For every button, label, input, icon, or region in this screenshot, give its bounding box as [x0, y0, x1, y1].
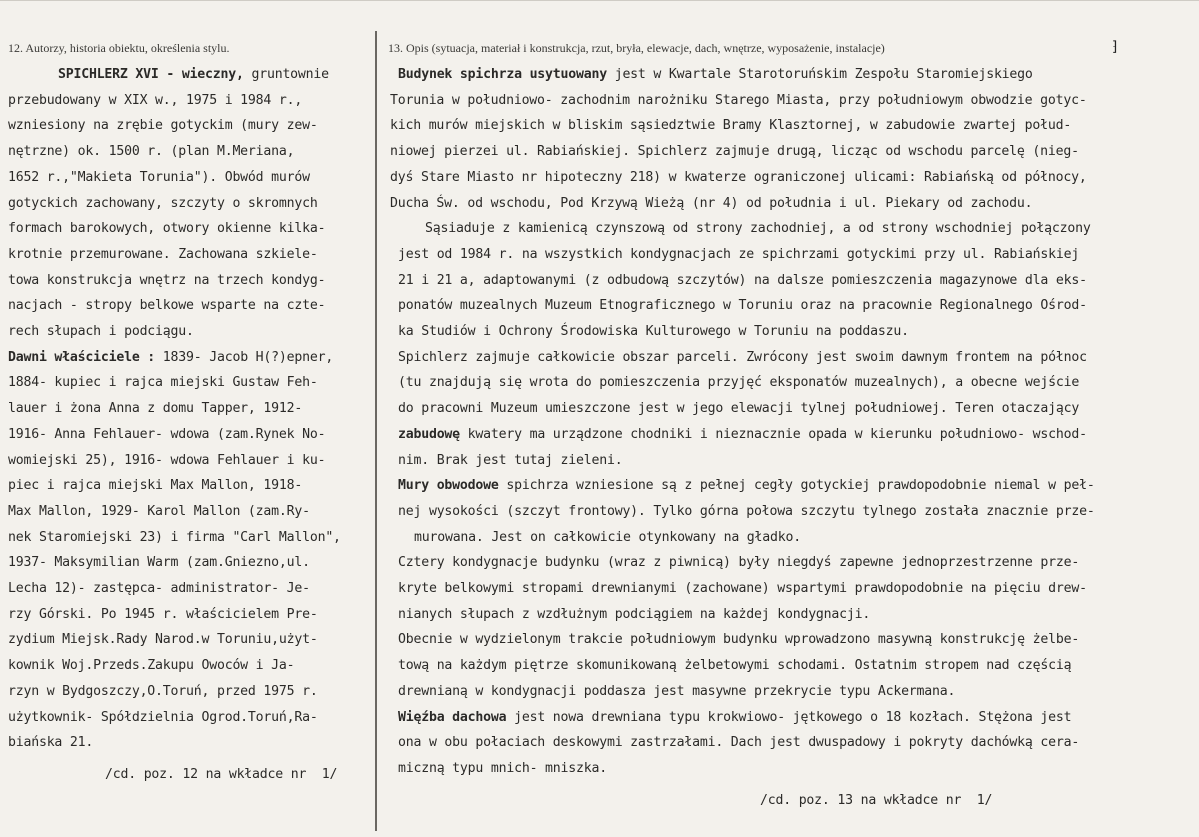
- left-line: [8, 427, 325, 442]
- right-line: [398, 504, 1095, 519]
- left-line: [8, 658, 294, 673]
- column-divider: [375, 31, 377, 831]
- left-line: [8, 196, 318, 211]
- right-line: [425, 221, 1091, 236]
- right-text-segment: 21 i 21 a, adaptowanymi (z odbudową szczytów) na dalsze pomieszczenia magazynowe dla eks-: [398, 272, 1087, 288]
- right-line: [390, 144, 1079, 159]
- right-text-segment: zabudowę: [398, 426, 460, 442]
- right-line: [398, 658, 1071, 673]
- left-column-header: 12. Autorzy, historia obiektu, określenia stylu.: [8, 41, 230, 55]
- left-text-segment: przebudowany w XIX w., 1975 i 1984 r.,: [8, 92, 303, 108]
- right-line: [398, 710, 1071, 725]
- right-line: [398, 453, 622, 468]
- right-text-segment: murowana. Jest on całkowicie otynkowany na gładko.: [414, 529, 801, 545]
- right-line: [398, 247, 1079, 262]
- right-text-segment: kwatery ma urządzone chodniki i nieznacznie opada w kierunku południowo- wschod-: [459, 426, 1087, 442]
- left-text-segment: 1937- Maksymilian Warm (zam.Gniezno,ul.: [8, 555, 310, 571]
- left-line: [58, 67, 329, 82]
- right-line: [398, 555, 1079, 570]
- left-text-segment: Lecha 12)- zastępca- administrator- Je-: [8, 581, 310, 596]
- right-line: [414, 530, 801, 545]
- left-line: [8, 221, 325, 236]
- right-text-segment: spichrza wzniesione są z pełnej cegły gotyckiej prawdopodobnie niemal w peł-: [498, 478, 1095, 494]
- right-line: [398, 684, 955, 699]
- left-line: [8, 273, 325, 288]
- right-text-segment: Mury obwodowe: [398, 478, 499, 494]
- left-text-segment: gruntownie: [243, 67, 329, 82]
- left-line: [8, 144, 294, 159]
- right-text-segment: nej wysokości (szczyt frontowy). Tylko górna połowa szczytu tylnego została znacznie prze-: [398, 503, 1095, 519]
- right-line: [398, 401, 1079, 416]
- right-text-segment: miczną typu mnich- mniszka.: [398, 760, 607, 776]
- left-text-segment: nek Staromiejski 23) i firma "Carl Mallon",: [8, 529, 341, 545]
- right-line: [398, 67, 1033, 82]
- right-text-segment: Torunia w południowo- zachodnim narożniku Starego Miasta, przy południowym obwodzie gotyc-: [390, 92, 1087, 108]
- right-text-segment: ka Studiów i Ochrony Środowiska Kulturowego w Toruniu na poddaszu.: [398, 324, 909, 339]
- left-text-segment: Max Mallon, 1929- Karol Mallon (zam.Ry-: [8, 503, 310, 519]
- left-text-segment: wzniesiony na zrębie gotyckim (mury zew-: [8, 118, 318, 134]
- right-line: [398, 607, 870, 622]
- left-line: [8, 324, 194, 339]
- right-text-segment: drewnianą w kondygnacji poddasza jest masywne przekrycie typu Ackermana.: [398, 683, 956, 699]
- left-line: [8, 504, 310, 519]
- right-line: [390, 170, 1087, 185]
- left-text-segment: gotyckich zachowany, szczyty o skromnych: [8, 195, 318, 211]
- right-line: [398, 735, 1079, 750]
- right-text-segment: (tu znajdują się wrota do pomieszczenia przyjęć eksponatów muzealnych), a obecne wejście: [398, 375, 1080, 391]
- left-line: [8, 247, 318, 262]
- left-line: [8, 684, 318, 699]
- left-text-segment: rzyn w Bydgoszczy,O.Toruń, przed 1975 r.: [8, 683, 318, 699]
- right-line: [398, 581, 1087, 596]
- right-text-segment: kryte belkowymi stropami drewnianymi (zachowane) wspartymi prawdopodobnie na pięciu drew-: [398, 581, 1087, 596]
- left-line: [8, 555, 310, 570]
- left-line: [8, 170, 310, 185]
- left-line: [8, 375, 318, 390]
- right-text-segment: Ducha Św. od wschodu, Pod Krzywą Wieżą (nr 4) od południa i ul. Piekary od zachodu.: [390, 195, 1033, 211]
- right-line: [398, 298, 1087, 313]
- right-text-segment: Cztery kondygnacje budynku (wraz z piwnicą) były niegdyś zapewne jednoprzestrzenne prze-: [398, 555, 1080, 571]
- right-text-segment: Budynek spichrza usytuowany: [398, 67, 607, 82]
- left-line: [8, 93, 302, 108]
- right-line: [398, 478, 1095, 493]
- right-text-segment: Więźba dachowa: [398, 709, 507, 725]
- right-text-segment: Obecnie w wydzielonym trakcie południowym budynku wprowadzono masywną konstrukcję żelbe-: [398, 632, 1080, 648]
- left-text-segment: biańska 21.: [8, 735, 94, 751]
- right-line: [398, 427, 1087, 442]
- left-text-segment: rech słupach i podciągu.: [8, 324, 194, 339]
- right-line: [398, 375, 1079, 390]
- right-line: [398, 273, 1087, 288]
- right-text-segment: jest nowa drewniana typu krokwiowo- jętkowego o 18 kozłach. Stężona jest: [506, 709, 1072, 725]
- right-text-segment: kich murów miejskich w bliskim sąsiedztwie Bramy Klasztornej, w zabudowie zwartej połud-: [390, 118, 1072, 134]
- right-text-segment: jest w Kwartale Starotoruńskim Zespołu Staromiejskiego: [606, 67, 1033, 82]
- left-text-segment: towa konstrukcja wnętrz na trzech kondyg-: [8, 272, 326, 288]
- left-text-segment: /cd. poz. 12 na wkładce nr 1/: [105, 766, 338, 782]
- right-text-segment: tową na każdym piętrze skomunikowaną żelbetowymi schodami. Ostatnim stropem nad częścią: [398, 658, 1072, 674]
- left-line: [8, 607, 318, 622]
- left-text-segment: 1916- Anna Fehlauer- wdowa (zam.Rynek No-: [8, 426, 326, 442]
- margin-mark: ⁆: [1112, 40, 1118, 55]
- left-text-segment: krotnie przemurowane. Zachowana szkiele-: [8, 246, 318, 262]
- left-text-segment: SPICHLERZ XVI - wieczny,: [58, 67, 244, 82]
- left-line: [8, 298, 325, 313]
- right-text-segment: do pracowni Muzeum umieszczone jest w jego elewacji tylnej południowej. Teren otaczający: [398, 401, 1080, 417]
- left-line: [8, 581, 310, 596]
- left-text-segment: lauer i żona Anna z domu Tapper, 1912-: [8, 401, 303, 417]
- right-line: [398, 632, 1079, 647]
- left-text-segment: 1884- kupiec i rajca miejski Gustaw Feh-: [8, 375, 318, 391]
- left-line: [8, 118, 318, 133]
- right-line: [398, 324, 909, 339]
- left-text-segment: rzy Górski. Po 1945 r. właścicielem Pre-: [8, 606, 318, 622]
- right-text-segment: nim. Brak jest tutaj zieleni.: [398, 452, 623, 468]
- left-line: [8, 735, 93, 750]
- left-line: [8, 478, 302, 493]
- left-text-segment: 1839- Jacob H(?)epner,: [155, 349, 334, 365]
- right-text-segment: dyś Stare Miasto nr hipoteczny 218) w kwaterze ograniczonej ulicami: Rabiańską od północy,: [390, 169, 1087, 185]
- right-column-header: 13. Opis (sytuacja, materiał i konstrukcja, rzut, bryła, elewacje, dach, wnętrze, wyposażenie, instalacje): [388, 41, 885, 55]
- right-text-segment: niowej pierzei ul. Rabiańskiej. Spichlerz zajmuje drugą, licząc od wschodu parcelę (nieg-: [390, 144, 1079, 160]
- left-line: [8, 350, 333, 365]
- right-text-segment: jest od 1984 r. na wszystkich kondygnacjach ze spichrzami gotyckimi przy ul. Rabiańskiej: [398, 246, 1080, 262]
- right-text-segment: ponatów muzealnych Muzeum Etnograficznego w Toruniu oraz na pracownie Regionalnego Ośrod-: [398, 298, 1087, 314]
- right-line: [390, 93, 1087, 108]
- right-line: [760, 793, 992, 808]
- right-line: [398, 350, 1087, 365]
- left-text-segment: piec i rajca miejski Max Mallon, 1918-: [8, 478, 303, 494]
- left-text-segment: formach barokowych, otwory okienne kilka-: [8, 221, 326, 237]
- left-text-segment: nacjach - stropy belkowe wsparte na czte-: [8, 298, 326, 314]
- right-line: [390, 196, 1032, 211]
- right-line: [398, 761, 607, 776]
- right-line: [390, 118, 1071, 133]
- left-text-segment: użytkownik- Spółdzielnia Ogrod.Toruń,Ra-: [8, 709, 318, 725]
- left-text-segment: zydium Miejsk.Rady Narod.w Toruniu,użyt-: [8, 632, 318, 648]
- left-line: [8, 401, 302, 416]
- left-line: [8, 632, 318, 647]
- left-text-segment: nętrzne) ok. 1500 r. (plan M.Meriana,: [8, 144, 295, 160]
- right-text-segment: /cd. poz. 13 na wkładce nr 1/: [760, 792, 993, 808]
- left-line: [8, 530, 341, 545]
- right-text-segment: nianych słupach z wzdłużnym podciągiem na każdej kondygnacji.: [398, 606, 871, 622]
- left-text-segment: Dawni właściciele :: [8, 349, 156, 365]
- left-line: [8, 453, 325, 468]
- left-text-segment: womiejski 25), 1916- wdowa Fehlauer i ku-: [8, 452, 326, 468]
- right-text-segment: Spichlerz zajmuje całkowicie obszar parceli. Zwrócony jest swoim dawnym frontem na północ: [398, 349, 1087, 365]
- left-text-segment: 1652 r.,"Makieta Torunia"). Obwód murów: [8, 169, 310, 185]
- left-line: [8, 710, 318, 725]
- left-line: [105, 767, 337, 782]
- right-text-segment: Sąsiaduje z kamienicą czynszową od strony zachodniej, a od strony wschodniej połączony: [425, 221, 1091, 237]
- left-text-segment: kownik Woj.Przeds.Zakupu Owoców i Ja-: [8, 658, 295, 674]
- right-text-segment: ona w obu połaciach deskowymi zastrzałami. Dach jest dwuspadowy i pokryty dachówką cera-: [398, 735, 1080, 751]
